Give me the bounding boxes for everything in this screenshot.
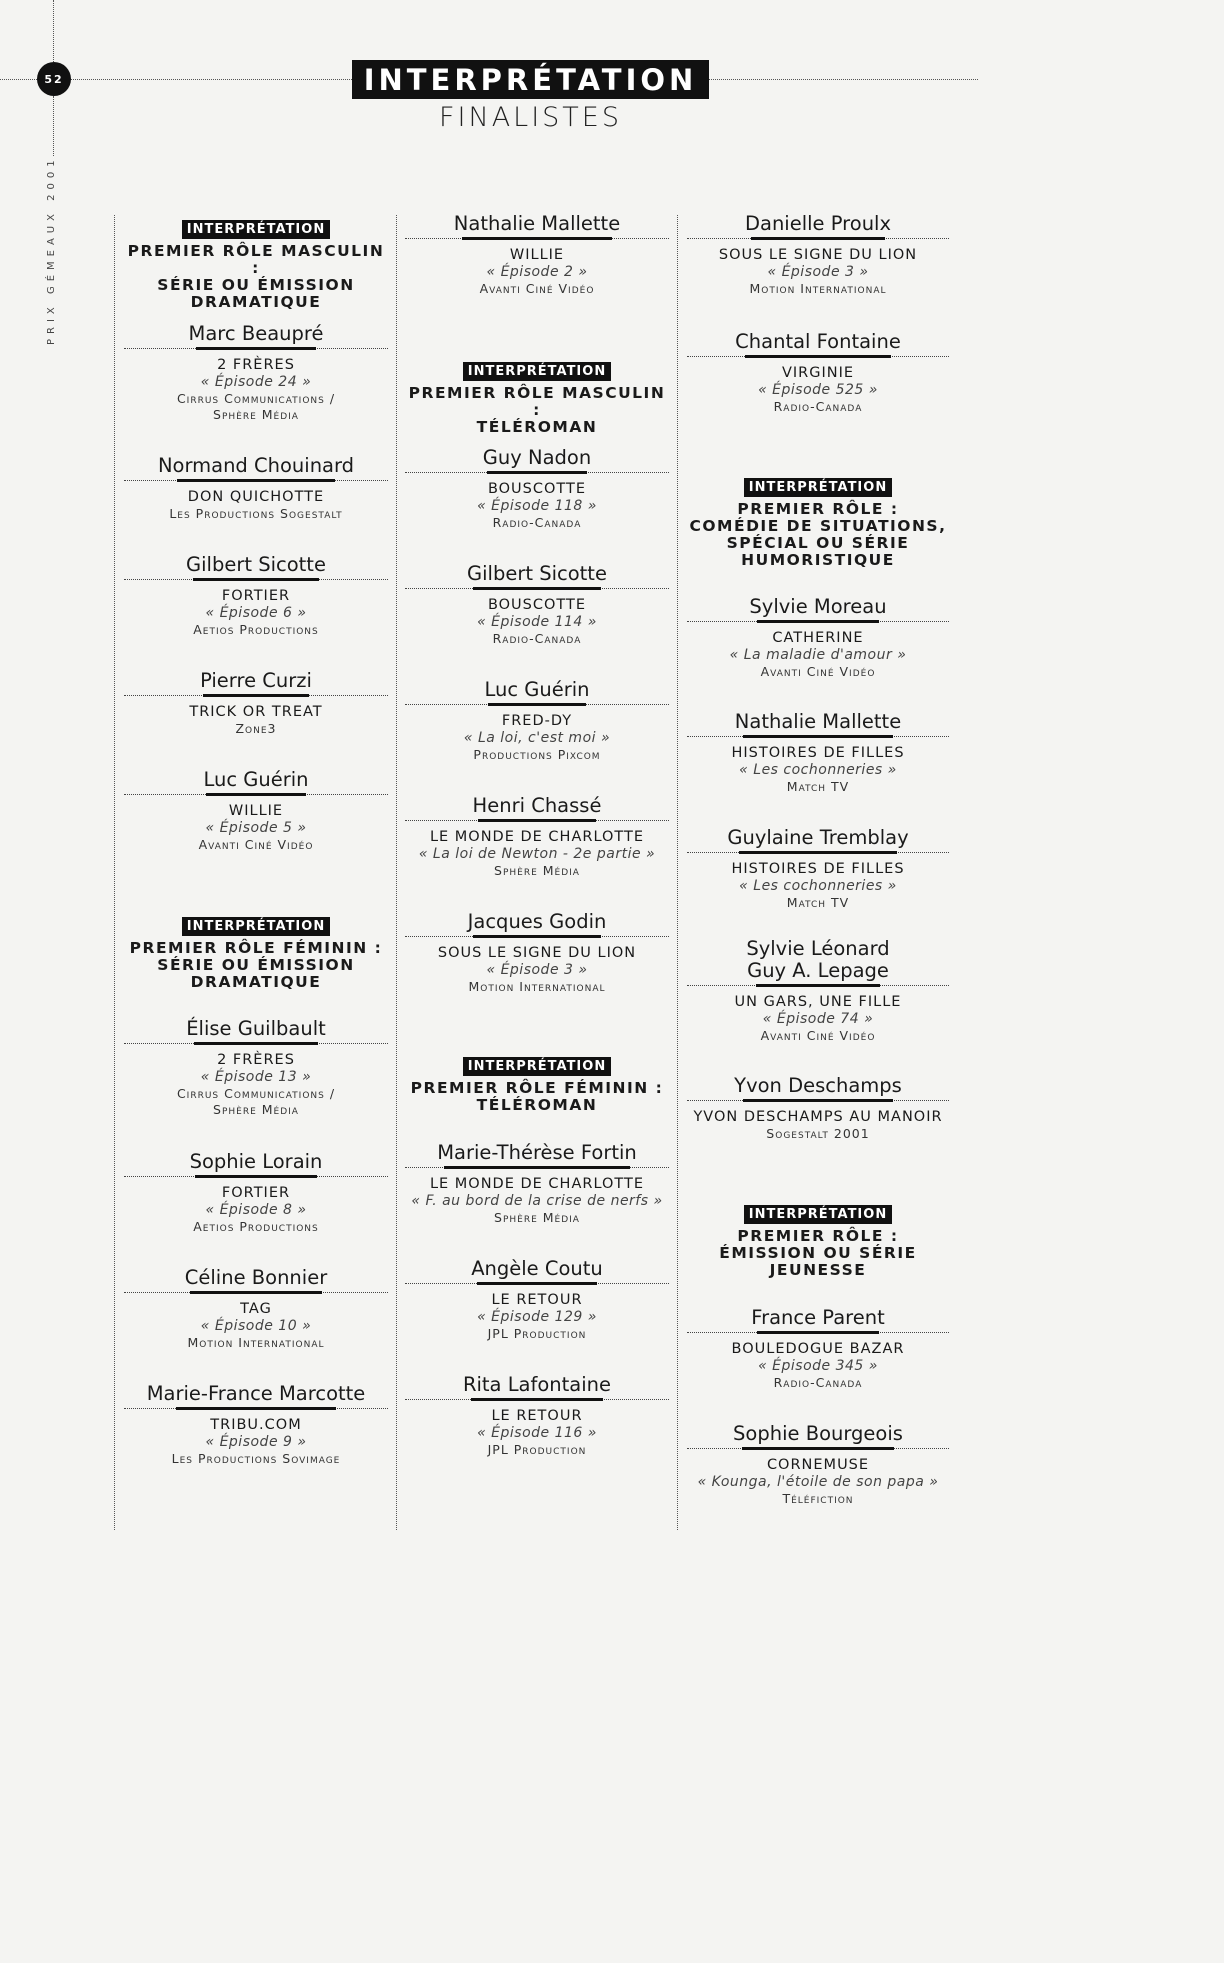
show-title: BOUSCOTTE [487,481,587,497]
name-underline [405,585,669,597]
episode-title: « Épisode 118 » [477,498,597,514]
name-underline [687,1329,949,1341]
nominee-entry [405,679,669,763]
nominee-name: Sophie Lorain [189,1150,323,1173]
production-company: Match TV [786,895,850,910]
nominee-name: Yvon Deschamps [734,1074,902,1097]
nominee-entry [124,554,388,638]
show-title: 2 FRÈRES [217,357,295,373]
episode-title: « Épisode 114 » [477,614,597,630]
episode-title: « La loi, c'est moi » [463,730,611,746]
name-underline [687,1445,949,1457]
name-underline [405,1396,669,1408]
nominee-name: Luc Guérin [484,678,590,701]
nominee-name: Marie-France Marcotte [146,1382,366,1405]
show-title: CATHERINE [772,630,864,646]
show-title: TRICK OR TREAT [189,704,323,720]
episode-title: « Épisode 3 » [767,264,869,280]
episode-title: « Épisode 116 » [477,1425,597,1441]
show-title: TRIBU.COM [210,1417,302,1433]
episode-title: « Épisode 6 » [205,605,307,621]
show-title: WILLIE [228,803,284,819]
show-title: LE RETOUR [491,1408,583,1424]
category-heading [405,360,669,436]
show-title: SOUS LE SIGNE DU LION [437,945,637,961]
production-company: Radio-Canada [492,515,582,530]
nominee-name: Guy A. Lepage [747,959,889,982]
production-company: Motion International [749,281,887,296]
name-underline [124,791,388,803]
category-title [687,1228,949,1279]
name-underline [124,345,388,357]
category-tag: INTERPRÉTATION [744,478,892,497]
show-title: FORTIER [221,1185,291,1201]
nominee-entry [405,911,669,995]
category-title [405,385,669,436]
nominee-entry [687,1423,949,1507]
nominee-name: Marie-Thérèse Fortin [437,1141,637,1164]
production-company: Motion International [187,1335,325,1350]
production-company: Sphère Média [213,407,299,422]
category-title-line: PREMIER RÔLE FÉMININ : [410,1079,664,1097]
category-title-line: TÉLÉROMAN [476,418,598,436]
nominee-name: Nathalie Mallette [453,212,621,235]
episode-title: « La maladie d'amour » [729,647,907,663]
show-title: BOULEDOGUE BAZAR [731,1341,905,1357]
category-title-line: PREMIER RÔLE MASCULIN : [127,242,385,277]
nominee-entry [687,711,949,795]
nominee-name: Sylvie Moreau [749,595,887,618]
nominee-entry [687,213,949,297]
nominee-entry [405,1374,669,1458]
category-title-line: PREMIER RÔLE MASCULIN : [408,384,666,419]
category-title [124,940,388,991]
category-title-line: TÉLÉROMAN [476,1096,598,1114]
category-heading [687,1203,949,1279]
category-tag: INTERPRÉTATION [182,917,330,936]
name-underline [687,235,949,247]
nominee-name: Guylaine Tremblay [727,826,909,849]
nominee-entry [687,1075,949,1142]
production-company: Les Productions Sogestalt [169,506,343,521]
nominee-name: Chantal Fontaine [735,330,901,353]
name-underline [687,849,949,861]
show-title: 2 FRÈRES [217,1052,295,1068]
production-company: Match TV [786,779,850,794]
production-company: Avanti Ciné Vidéo [198,837,314,852]
nominee-entry [124,1267,388,1351]
name-underline [124,692,388,704]
name-underline [405,701,669,713]
nominee-entry [687,596,949,680]
category-title-line: PREMIER RÔLE : [737,500,899,518]
nominee-name: Élise Guilbault [186,1017,326,1040]
name-underline [405,1280,669,1292]
category-tag: INTERPRÉTATION [463,362,611,381]
name-underline [124,576,388,588]
nominee-name: Gilbert Sicotte [186,553,326,576]
category-heading [687,476,949,569]
name-underline [687,733,949,745]
nominee-name: Rita Lafontaine [462,1373,612,1396]
episode-title: « Épisode 345 » [758,1358,878,1374]
category-title-line: PREMIER RÔLE : [737,1227,899,1245]
nominee-entry [687,1307,949,1391]
name-underline [687,1097,949,1109]
column-divider-3 [677,215,678,1530]
side-running-title: PRIX GÉMEAUX 2001 [46,155,57,345]
name-underline [405,1164,669,1176]
category-title-line: COMÉDIE DE SITUATIONS, [689,517,947,535]
name-underline [124,1040,388,1052]
name-underline [124,1289,388,1301]
nominee-entry [405,1142,669,1226]
nominee-name: Angèle Coutu [471,1257,603,1280]
nominee-entry [124,455,388,522]
top-rule-mid [71,79,352,80]
top-rule-left [0,79,37,80]
nominee-entry [405,213,669,297]
name-underline [405,469,669,481]
category-heading [405,1055,669,1114]
top-rule-right [709,79,978,80]
nominee-name: Normand Chouinard [157,454,355,477]
show-title: HISTOIRES DE FILLES [731,745,905,761]
nominee-name: Céline Bonnier [184,1266,328,1289]
page-number: 52 [37,62,71,96]
production-company: Radio-Canada [773,1375,863,1390]
nominee-entry [124,769,388,853]
nominee-entry [405,1258,669,1342]
name-underline [124,1405,388,1417]
production-company: Sphère Média [494,1210,580,1225]
category-tag: INTERPRÉTATION [182,220,330,239]
category-title [405,1080,669,1114]
episode-title: « Épisode 129 » [477,1309,597,1325]
nominee-entry [687,938,949,1044]
category-title-line: DRAMATIQUE [190,293,322,311]
production-company: Sphère Média [494,863,580,878]
production-company: Les Productions Sovimage [171,1451,341,1466]
production-company: Radio-Canada [492,631,582,646]
name-underline [687,982,949,994]
production-company: JPL Production [487,1326,587,1341]
column-divider-2 [396,215,397,1530]
page-subtitle: FINALISTES [439,102,622,133]
nominee-entry [124,1383,388,1467]
nominee-entry [405,795,669,879]
name-underline [405,933,669,945]
nominee-name: Henri Chassé [472,794,602,817]
nominee-entry [405,563,669,647]
name-underline [124,1173,388,1185]
production-company: Motion International [468,979,606,994]
category-tag: INTERPRÉTATION [744,1205,892,1224]
nominee-name: Sophie Bourgeois [733,1422,903,1445]
name-underline [124,477,388,489]
category-title-line: SÉRIE OU ÉMISSION [157,276,355,294]
nominee-name: Pierre Curzi [200,669,312,692]
show-title: WILLIE [509,247,565,263]
nominee-name: Nathalie Mallette [734,710,902,733]
nominee-name: France Parent [751,1306,885,1329]
production-company: Téléfiction [782,1491,854,1506]
category-title [124,243,388,311]
name-underline [687,353,949,365]
production-company: JPL Production [487,1442,587,1457]
nominee-entry [405,447,669,531]
production-company: Radio-Canada [773,399,863,414]
episode-title: « Les cochonneries » [739,878,897,894]
category-title-line: PREMIER RÔLE FÉMININ : [129,939,383,957]
episode-title: « Épisode 24 » [200,374,312,390]
show-title: FORTIER [221,588,291,604]
episode-title: « F. au bord de la crise de nerfs » [411,1193,663,1209]
category-heading [124,218,388,311]
nominee-entry [687,827,949,911]
nominee-name: Marc Beaupré [188,322,324,345]
production-company: Aetios Productions [193,622,319,637]
episode-title: « Épisode 525 » [758,382,878,398]
category-title-line: DRAMATIQUE [190,973,322,991]
nominee-name: Sylvie Léonard [746,937,890,960]
name-underline [687,618,949,630]
show-title: LE MONDE DE CHARLOTTE [429,1176,645,1192]
production-company: Zone3 [235,721,277,736]
production-company: Cirrus Communications / [176,391,336,406]
episode-title: « Épisode 9 » [205,1434,307,1450]
production-company: Productions Pixcom [473,747,601,762]
margin-rule [53,96,54,156]
show-title: DON QUICHOTTE [187,489,325,505]
show-title: YVON DESCHAMPS AU MANOIR [693,1109,943,1125]
episode-title: « Épisode 74 » [762,1011,874,1027]
show-title: SOUS LE SIGNE DU LION [718,247,918,263]
show-title: TAG [240,1301,272,1317]
category-title-line: SPÉCIAL OU SÉRIE [726,534,910,552]
column-divider-1 [114,215,115,1530]
episode-title: « Épisode 10 » [200,1318,312,1334]
nominee-entry [124,670,388,737]
episode-title: « La loi de Newton - 2e partie » [418,846,656,862]
nominee-name: Gilbert Sicotte [467,562,607,585]
category-title-line: ÉMISSION OU SÉRIE [719,1244,917,1262]
category-title-line: SÉRIE OU ÉMISSION [157,956,355,974]
category-title-line: JEUNESSE [769,1261,867,1279]
show-title: VIRGINIE [781,365,855,381]
show-title: LE RETOUR [491,1292,583,1308]
category-heading [124,915,388,991]
production-company: Sogestalt 2001 [766,1126,870,1141]
episode-title: « Kounga, l'étoile de son papa » [697,1474,939,1490]
nominee-name: Jacques Godin [467,910,607,933]
nominee-entry [124,1151,388,1235]
nominee-name: Luc Guérin [203,768,309,791]
nominee-entry [687,331,949,415]
show-title: BOUSCOTTE [487,597,587,613]
page-title: INTERPRÉTATION [352,60,709,99]
nominee-entry [124,1018,388,1118]
production-company: Cirrus Communications / [176,1086,336,1101]
episode-title: « Épisode 8 » [205,1202,307,1218]
category-title-line: HUMORISTIQUE [741,551,895,569]
show-title: UN GARS, UNE FILLE [734,994,902,1010]
show-title: LE MONDE DE CHARLOTTE [429,829,645,845]
nominee-entry [124,323,388,423]
name-underline [405,235,669,247]
name-underline [405,817,669,829]
episode-title: « Épisode 13 » [200,1069,312,1085]
episode-title: « Les cochonneries » [739,762,897,778]
category-tag: INTERPRÉTATION [463,1057,611,1076]
show-title: FRED-DY [501,713,573,729]
episode-title: « Épisode 2 » [486,264,588,280]
production-company: Sphère Média [213,1102,299,1117]
production-company: Avanti Ciné Vidéo [760,664,876,679]
production-company: Avanti Ciné Vidéo [760,1028,876,1043]
nominee-name: Danielle Proulx [744,212,892,235]
margin-rule-top [53,0,54,62]
nominee-name: Guy Nadon [482,446,592,469]
show-title: CORNEMUSE [766,1457,870,1473]
category-title [687,501,949,569]
show-title: HISTOIRES DE FILLES [731,861,905,877]
episode-title: « Épisode 3 » [486,962,588,978]
episode-title: « Épisode 5 » [205,820,307,836]
production-company: Aetios Productions [193,1219,319,1234]
production-company: Avanti Ciné Vidéo [479,281,595,296]
